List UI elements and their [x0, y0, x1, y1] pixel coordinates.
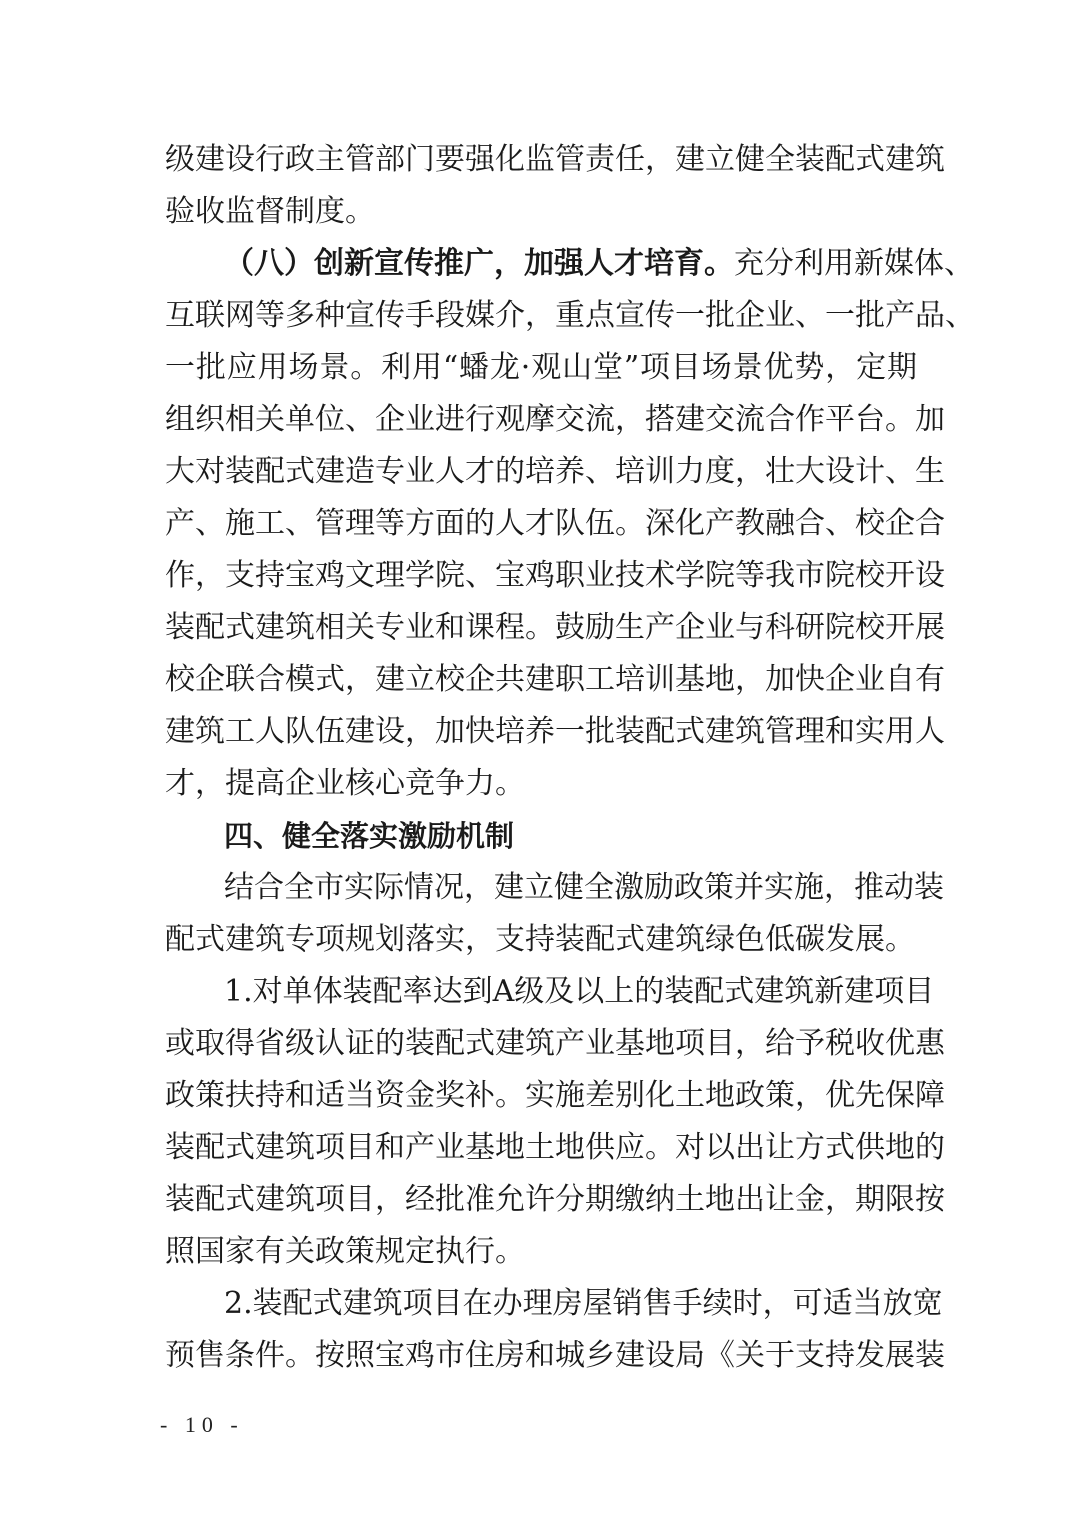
paragraph-line: 级建设行政主管部门要强化监管责任，建立健全装配式建筑: [165, 142, 945, 177]
paragraph-line: 一批应用场景。利用“蟠龙·观山堂”项目场景优势，定期: [165, 350, 917, 385]
paragraph-line: 互联网等多种宣传手段媒介，重点宣传一批企业、一批产品、: [165, 298, 975, 333]
paragraph-line: 政策扶持和适当资金奖补。实施差别化土地政策，优先保障: [165, 1078, 945, 1113]
paragraph-line: 装配式建筑相关专业和课程。鼓励生产企业与科研院校开展: [165, 610, 945, 645]
page-number: - 10 -: [160, 1412, 244, 1437]
paragraph-text: 充分利用新媒体、: [734, 246, 974, 281]
section-heading: 四、健全落实激励机制: [224, 819, 515, 853]
paragraph-line: 配式建筑专项规划落实，支持装配式建筑绿色低碳发展。: [165, 922, 915, 957]
list-item-line: 1.对单体装配率达到A级及以上的装配式建筑新建项目: [224, 974, 935, 1009]
paragraph-line: 装配式建筑项目，经批准允许分期缴纳土地出让金，期限按: [165, 1182, 945, 1217]
paragraph-line: 组织相关单位、企业进行观摩交流，搭建交流合作平台。加: [165, 402, 945, 437]
paragraph-line: 大对装配式建造专业人才的培养、培训力度，壮大设计、生: [165, 454, 945, 489]
paragraph-line: 建筑工人队伍建设，加快培养一批装配式建筑管理和实用人: [165, 714, 945, 749]
paragraph-line: 预售条件。按照宝鸡市住房和城乡建设局《关于支持发展装: [165, 1338, 945, 1373]
paragraph-line: 作，支持宝鸡文理学院、宝鸡职业技术学院等我市院校开设: [165, 558, 945, 593]
section-subheading: （八）创新宣传推广，加强人才培育。: [224, 246, 734, 281]
paragraph-line: 照国家有关政策规定执行。: [165, 1234, 525, 1269]
paragraph-line: 装配式建筑项目和产业基地土地供应。对以出让方式供地的: [165, 1130, 945, 1165]
paragraph-line: 验收监督制度。: [165, 194, 375, 229]
paragraph-line: 产、施工、管理等方面的人才队伍。深化产教融合、校企合: [165, 506, 945, 541]
paragraph-line: 或取得省级认证的装配式建筑产业基地项目，给予税收优惠: [165, 1026, 945, 1061]
paragraph-line: 才，提高企业核心竞争力。: [165, 766, 525, 801]
paragraph-line: 结合全市实际情况，建立健全激励政策并实施，推动装: [224, 870, 944, 905]
paragraph-line: 校企联合模式，建立校企共建职工培训基地，加快企业自有: [165, 662, 945, 697]
list-item-line: 2.装配式建筑项目在办理房屋销售手续时，可适当放宽: [224, 1286, 943, 1321]
paragraph-line-with-bold-lead: [224, 244, 974, 284]
